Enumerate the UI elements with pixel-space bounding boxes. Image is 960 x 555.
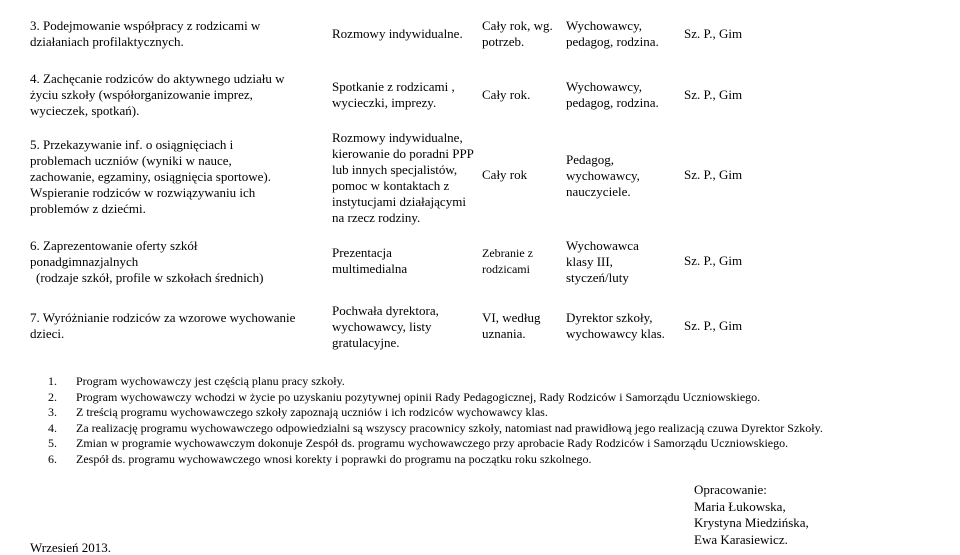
time-line: Zebranie z xyxy=(482,246,533,260)
who-line: styczeń/luty xyxy=(566,270,629,285)
task-cell xyxy=(30,310,320,342)
note-number: 4. xyxy=(48,420,57,435)
who-line: Pedagog, xyxy=(566,152,615,167)
note-text: Program wychowawczy jest częścią planu pracy szkoły. xyxy=(76,374,345,388)
task-cell xyxy=(30,238,320,286)
time-line: Cały rok. xyxy=(482,87,531,102)
who-cell xyxy=(566,18,686,50)
time-cell xyxy=(482,310,562,342)
time-line: VI, według xyxy=(482,310,541,325)
who-cell xyxy=(566,310,686,342)
list-item xyxy=(48,405,948,421)
list-item xyxy=(48,452,948,468)
note-text: Program wychowawczy wchodzi w życie po uzyskaniu pozytywnej opinii Rady Pedagogicznej, Rady Rodziców i Samorządu Uczniowskiego. xyxy=(76,389,761,404)
form-line: Spotkanie z rodzicami , xyxy=(332,79,455,94)
task-line: wycieczek, spotkań). xyxy=(30,103,140,118)
who-line: nauczyciele. xyxy=(566,184,631,199)
note-number: 1. xyxy=(48,374,57,388)
form-cell xyxy=(332,245,482,277)
time-cell xyxy=(482,87,562,103)
task-line: zachowanie, egzaminy, osiągnięcia sportowe). xyxy=(30,169,272,184)
form-line: lub innych specjalistów, xyxy=(332,162,458,177)
task-cell xyxy=(30,71,320,119)
task-line: 4. Zachęcanie rodziców do aktywnego udziału w xyxy=(30,71,285,86)
note-text: Zmian w programie wychowawczym dokonuje Zespół ds. programu wychowawczego przy aprobacie Rady Rodziców i Samorządu Uczniowskiego. xyxy=(76,436,789,451)
notes-list xyxy=(48,374,948,468)
who-line: Wychowawcy, xyxy=(566,79,642,94)
note-text: Zespół ds. programu wychowawczego wnosi korekty i poprawki do programu na początku roku szkolnego. xyxy=(76,451,592,466)
form-line: pomoc w kontaktach z xyxy=(332,178,450,193)
signature-line: Krystyna Miedzińska, xyxy=(694,515,809,530)
task-line: problemach uczniów (wyniki w nauce, xyxy=(30,153,232,168)
task-cell xyxy=(30,137,320,217)
time-cell xyxy=(482,245,562,277)
form-cell xyxy=(332,26,482,42)
time-cell xyxy=(482,167,562,183)
responsible-cell: Sz. P., Gim xyxy=(684,318,743,333)
form-line: instytucjami działającymi xyxy=(332,194,466,209)
form-cell xyxy=(332,130,482,226)
signature-line: Ewa Karasiewicz. xyxy=(694,531,788,547)
form-line: Rozmowy indywidualne. xyxy=(332,26,463,41)
who-cell xyxy=(566,79,686,111)
note-number: 2. xyxy=(48,389,57,404)
task-cell xyxy=(30,18,320,50)
time-line: Cały rok, wg. xyxy=(482,18,553,33)
form-line: wycieczki, imprezy. xyxy=(332,95,437,110)
note-text: Z treścią programu wychowawczego szkoły zapoznają uczniów i ich rodziców wychowawcy klas. xyxy=(76,405,548,420)
time-line: potrzeb. xyxy=(482,34,525,49)
signature-block xyxy=(694,482,809,548)
responsible-cell: Sz. P., Gim xyxy=(684,253,743,268)
time-line: uznania. xyxy=(482,326,526,341)
form-cell xyxy=(332,79,482,111)
task-line: 3. Podejmowanie współpracy z rodzicami w xyxy=(30,18,261,33)
document-date: Wrzesień 2013. xyxy=(30,540,112,555)
task-line: ponadgimnazjalnych xyxy=(30,254,139,269)
task-line: 6. Zaprezentowanie oferty szkół xyxy=(30,238,198,253)
list-item xyxy=(48,390,948,406)
note-number: 6. xyxy=(48,451,57,466)
task-line: Wspieranie rodziców w rozwiązywaniu ich xyxy=(30,185,256,200)
list-item xyxy=(48,374,948,390)
task-line: działaniach profilaktycznych. xyxy=(30,34,184,49)
form-line: Rozmowy indywidualne, xyxy=(332,130,463,145)
who-line: Dyrektor szkoły, xyxy=(566,310,653,325)
form-line: multimedialna xyxy=(332,261,408,276)
task-line: 5. Przekazywanie inf. o osiągnięciach i xyxy=(30,137,234,152)
who-line: Wychowawcy, xyxy=(566,18,642,33)
form-cell xyxy=(332,303,482,351)
signature-line: Maria Łukowska, xyxy=(694,498,786,514)
task-line: dzieci. xyxy=(30,326,65,341)
who-line: pedagog, rodzina. xyxy=(566,95,659,110)
form-line: Prezentacja xyxy=(332,245,392,260)
note-number: 3. xyxy=(48,405,57,420)
who-line: klasy III, xyxy=(566,254,613,269)
task-line: 7. Wyróżnianie rodziców za wzorowe wychowanie xyxy=(30,310,296,325)
time-cell xyxy=(482,18,562,50)
note-text: Za realizację programu wychowawczego odpowiedzialni są wszyscy pracownicy szkoły, natomiast nad prawidłową jego realizacją czuwa Dyrektor Szkoły. xyxy=(76,420,823,435)
responsible-cell: Sz. P., Gim xyxy=(684,26,743,41)
form-line: gratulacyjne. xyxy=(332,335,400,350)
list-item xyxy=(48,436,948,452)
responsible-cell: Sz. P., Gim xyxy=(684,87,743,102)
form-line: kierowanie do poradni PPP xyxy=(332,146,474,161)
form-line: Pochwała dyrektora, xyxy=(332,303,439,318)
form-line: na rzecz rodziny. xyxy=(332,210,421,225)
who-cell xyxy=(566,152,686,200)
note-number: 5. xyxy=(48,436,57,451)
list-item xyxy=(48,421,948,437)
who-line: wychowawcy, xyxy=(566,168,640,183)
task-line: (rodzaje szkół, profile w szkołach średnich) xyxy=(36,270,264,285)
time-line: Cały rok xyxy=(482,167,528,182)
task-line: życiu szkoły (współorganizowanie imprez, xyxy=(30,87,253,102)
form-line: wychowawcy, listy xyxy=(332,319,432,334)
who-line: Wychowawca xyxy=(566,238,639,253)
who-cell xyxy=(566,238,686,286)
responsible-cell: Sz. P., Gim xyxy=(684,167,743,182)
who-line: pedagog, rodzina. xyxy=(566,34,659,49)
task-line: problemów z dziećmi. xyxy=(30,201,146,216)
time-line: rodzicami xyxy=(482,262,530,276)
who-line: wychowawcy klas. xyxy=(566,326,665,341)
signature-line: Opracowanie: xyxy=(694,482,767,497)
